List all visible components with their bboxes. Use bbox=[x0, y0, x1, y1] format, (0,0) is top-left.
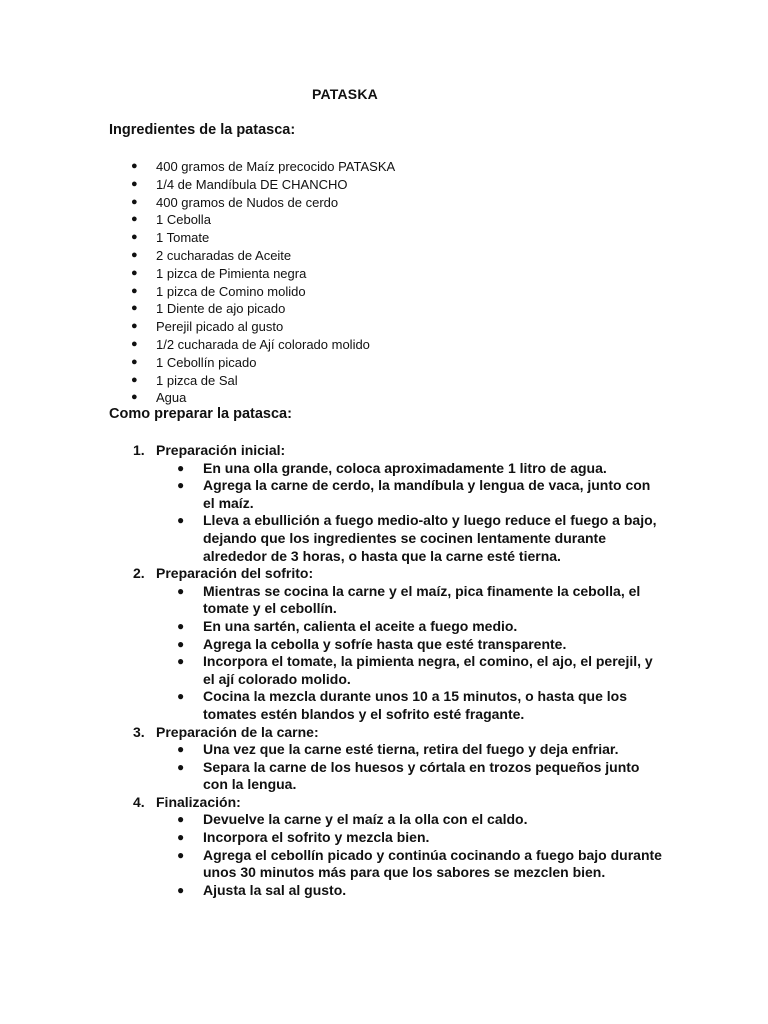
page-title: PATASKA bbox=[312, 86, 378, 102]
step-item bbox=[109, 565, 669, 723]
bullet-icon: ● bbox=[131, 213, 138, 226]
substep-item: ● Agrega la carne de cerdo, la mandíbula y lengua de vaca, junto con el maíz. bbox=[177, 477, 651, 511]
bullet-icon: ● bbox=[131, 284, 138, 297]
step-number: 1. bbox=[133, 442, 145, 458]
ingredient-item: ● 2 cucharadas de Aceite bbox=[131, 247, 292, 263]
substep-item: ● Incorpora el tomate, la pimienta negra, el comino, el ajo, el perejil, y el ají colorado molido. bbox=[177, 653, 653, 687]
bullet-icon: ● bbox=[131, 302, 138, 315]
step-substeps bbox=[156, 460, 669, 566]
step-title: Preparación de la carne: bbox=[156, 723, 319, 740]
ingredient-item: ● 1/4 de Mandíbula DE CHANCHO bbox=[131, 176, 348, 192]
ingredient-item: ● Agua bbox=[131, 390, 187, 406]
ingredient-item: ● 1 Cebolla bbox=[131, 212, 211, 228]
bullet-icon: ● bbox=[177, 882, 185, 897]
bullet-icon: ● bbox=[131, 195, 138, 208]
bullet-icon: ● bbox=[177, 478, 185, 493]
substep-item: ● En una olla grande, coloca aproximadamente 1 litro de agua. bbox=[177, 459, 607, 476]
bullet-icon: ● bbox=[177, 830, 185, 845]
substep-item: ● Cocina la mezcla durante unos 10 a 15 minutos, o hasta que los tomates estén blandos y el sofrito esté fragante. bbox=[177, 688, 628, 722]
bullet-icon: ● bbox=[177, 460, 185, 475]
substep-item: ● En una sartén, calienta el aceite a fuego medio. bbox=[177, 617, 518, 634]
bullet-icon: ● bbox=[131, 337, 138, 350]
bullet-icon: ● bbox=[131, 160, 138, 172]
bullet-icon: ● bbox=[131, 373, 138, 386]
steps-list bbox=[109, 442, 669, 899]
ingredient-item: ● 1/2 cucharada de Ají colorado molido bbox=[131, 336, 370, 352]
step-substeps bbox=[156, 741, 669, 794]
substep-item: ● Agrega el cebollín picado y continúa cocinando a fuego bajo durante unos 30 minutos más para que los sabores se mezclen bien. bbox=[177, 846, 662, 881]
bullet-icon: ● bbox=[177, 847, 185, 862]
bullet-icon: ● bbox=[177, 689, 185, 704]
bullet-icon: ● bbox=[177, 812, 185, 827]
step-number: 4. bbox=[133, 793, 145, 810]
bullet-icon: ● bbox=[131, 266, 138, 279]
substep-item: ● Devuelve la carne y el maíz a la olla con el caldo. bbox=[177, 811, 528, 828]
step-number: 2. bbox=[133, 565, 145, 582]
step-title: Preparación inicial: bbox=[156, 442, 286, 458]
bullet-icon: ● bbox=[177, 742, 185, 757]
ingredient-item: ● 400 gramos de Maíz precocido PATASKA bbox=[131, 159, 396, 174]
substep-item: ● Lleva a ebullición a fuego medio-alto y luego reduce el fuego a bajo, dejando que los ingredientes se cocinen lentamente durante alrededor de 3 horas, o hasta que la carne esté tierna. bbox=[177, 512, 657, 564]
ingredient-item: ● 1 Diente de ajo picado bbox=[131, 301, 286, 317]
bullet-icon: ● bbox=[177, 636, 185, 651]
step-title: Preparación del sofrito: bbox=[156, 565, 314, 582]
substep-item: ● Una vez que la carne esté tierna, retira del fuego y deja enfriar. bbox=[177, 741, 619, 758]
ingredient-item: ● 400 gramos de Nudos de cerdo bbox=[131, 194, 339, 210]
ingredient-item: ● 1 pizca de Comino molido bbox=[131, 283, 306, 299]
ingredient-item: ● 1 pizca de Pimienta negra bbox=[131, 265, 307, 281]
bullet-icon: ● bbox=[131, 248, 138, 261]
ingredient-item: ● 1 Cebollín picado bbox=[131, 354, 257, 370]
substep-item: ● Mientras se cocina la carne y el maíz, pica finamente la cebolla, el tomate y el cebollín. bbox=[177, 582, 641, 617]
bullet-icon: ● bbox=[131, 177, 138, 190]
ingredient-item: ● Perejil picado al gusto bbox=[131, 319, 284, 335]
step-substeps bbox=[156, 811, 669, 899]
bullet-icon: ● bbox=[131, 231, 138, 244]
substep-item: ● Agrega la cebolla y sofríe hasta que esté transparente. bbox=[177, 635, 567, 652]
ingredients-heading: Ingredientes de la patasca: bbox=[109, 122, 296, 138]
bullet-icon: ● bbox=[131, 355, 138, 368]
bullet-icon: ● bbox=[131, 320, 138, 333]
substep-item: ● Separa la carne de los huesos y córtala en trozos pequeños junto con la lengua. bbox=[177, 758, 640, 793]
bullet-icon: ● bbox=[177, 654, 185, 669]
step-substeps bbox=[156, 583, 669, 724]
step-item bbox=[109, 442, 669, 565]
bullet-icon: ● bbox=[177, 759, 185, 774]
step-title: Finalización: bbox=[156, 793, 241, 810]
bullet-icon: ● bbox=[177, 513, 185, 528]
step-item bbox=[109, 724, 669, 794]
bullet-icon: ● bbox=[177, 618, 185, 633]
substep-item: ● Ajusta la sal al gusto. bbox=[177, 881, 347, 898]
substep-item: ● Incorpora el sofrito y mezcla bien. bbox=[177, 829, 430, 846]
ingredient-item: ● 1 pizca de Sal bbox=[131, 372, 238, 388]
preparation-heading: Como preparar la patasca: bbox=[109, 406, 292, 422]
step-item bbox=[109, 794, 669, 900]
bullet-icon: ● bbox=[131, 391, 138, 404]
step-number: 3. bbox=[133, 723, 145, 740]
bullet-icon: ● bbox=[177, 583, 185, 598]
ingredient-item: ● 1 Tomate bbox=[131, 230, 210, 246]
ingredients-list bbox=[109, 158, 395, 407]
